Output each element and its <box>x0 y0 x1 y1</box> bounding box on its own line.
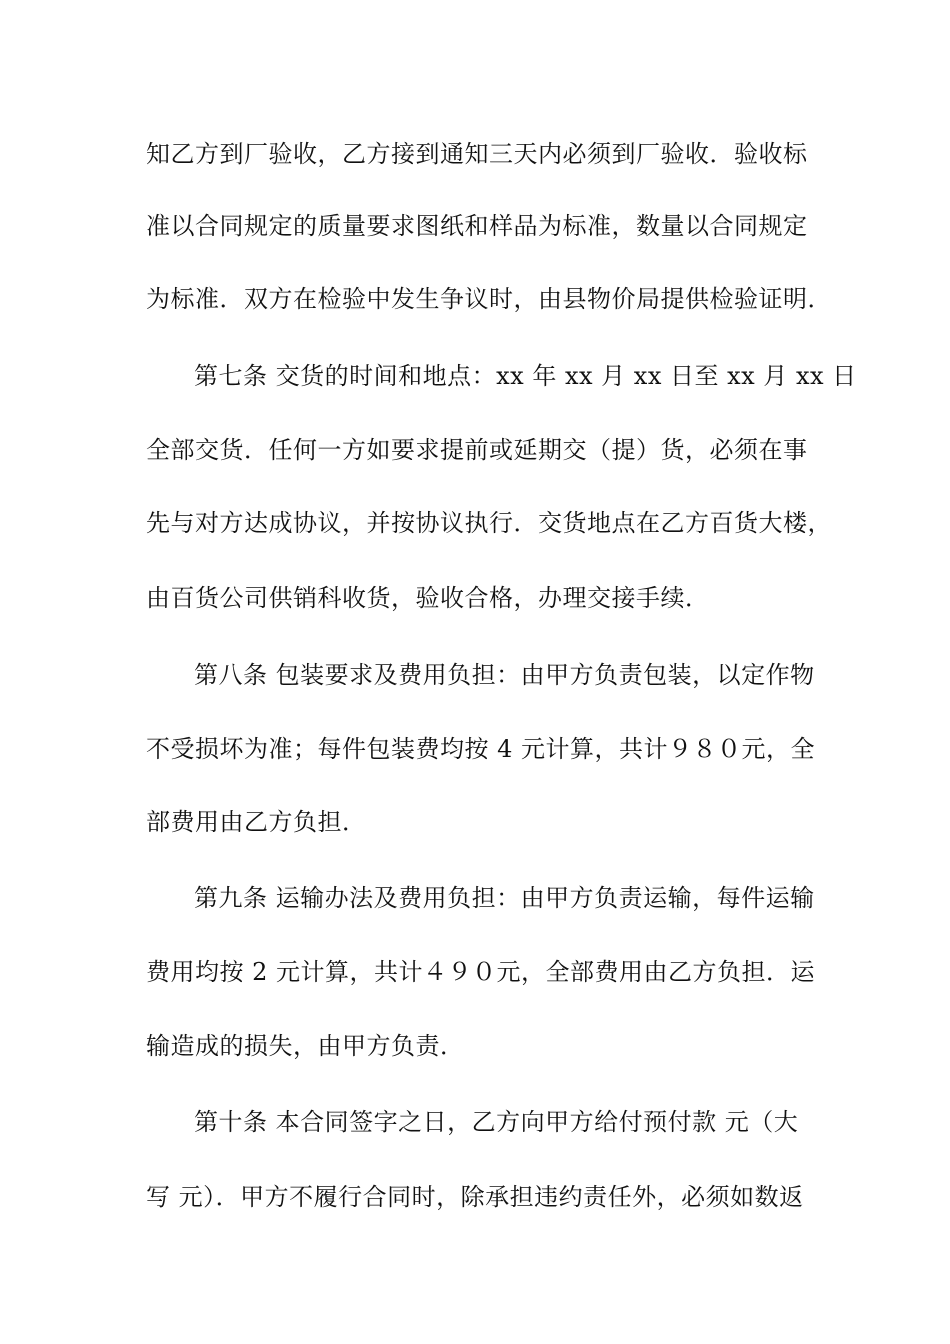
text-line: 准以合同规定的质量要求图纸和样品为标准，数量以合同规定 <box>146 212 808 240</box>
text-line: 不受损坏为准；每件包装费均按 4 元计算，共计９８０元，全 <box>146 735 816 763</box>
paragraph-start-line: 第九条 运输办法及费用负担：由甲方负责运输，每件运输 <box>194 884 815 912</box>
text-line: 费用均按 2 元计算，共计４９０元，全部费用由乙方负担．运 <box>146 958 816 986</box>
paragraph-start-line: 第八条 包装要求及费用负担：由甲方负责包装，以定作物 <box>194 661 815 689</box>
text-line: 部费用由乙方负担． <box>146 808 367 836</box>
paragraph-start-line: 第十条 本合同签字之日，乙方向甲方给付预付款 元（大 <box>194 1108 799 1136</box>
text-line: 为标准．双方在检验中发生争议时，由县物价局提供检验证明． <box>146 285 832 313</box>
paragraph-start-line: 第七条 交货的时间和地点：xx 年 xx 月 xx 日至 xx 月 xx 日 <box>194 362 857 390</box>
text-line: 先与对方达成协议，并按协议执行．交货地点在乙方百货大楼， <box>146 509 832 537</box>
text-line: 知乙方到厂验收，乙方接到通知三天内必须到厂验收．验收标 <box>146 140 808 168</box>
text-line: 输造成的损失，由甲方负责． <box>146 1032 465 1060</box>
text-line: 全部交货．任何一方如要求提前或延期交（提）货，必须在事 <box>146 436 808 464</box>
text-line: 写 元）．甲方不履行合同时，除承担违约责任外，必须如数返 <box>146 1183 804 1211</box>
text-line: 由百货公司供销科收货，验收合格，办理交接手续． <box>146 584 710 612</box>
